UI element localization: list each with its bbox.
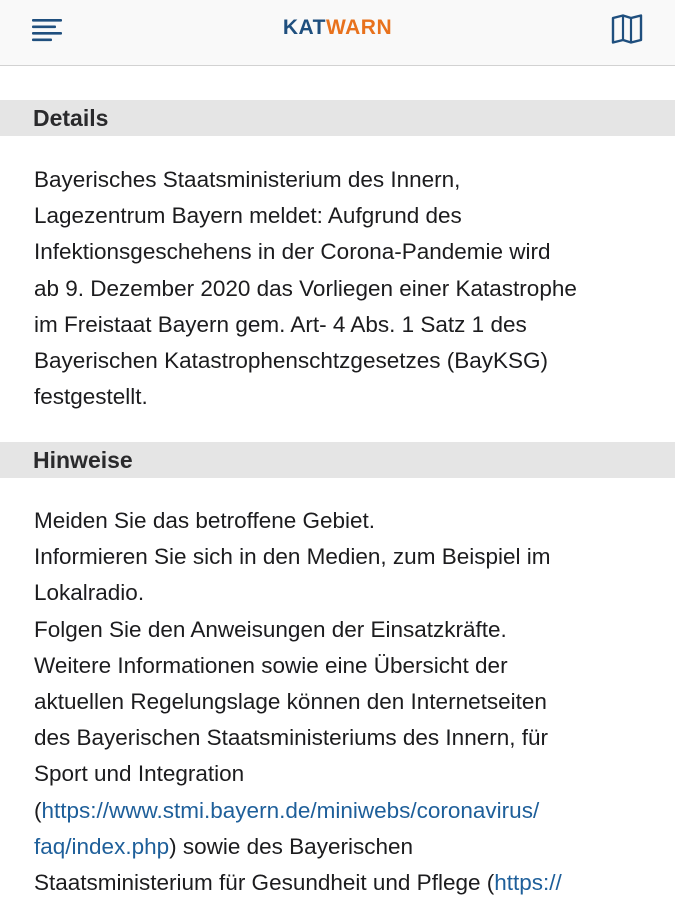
hinweise-line: des Bayerischen Staatsministeriums des Innern, für (34, 725, 548, 751)
app-header (0, 0, 675, 66)
details-heading: Details (33, 105, 109, 131)
hinweise-line: Lokalradio. (34, 580, 145, 606)
paren-open: ( (34, 797, 42, 823)
stmgp-link-start[interactable]: https:// (494, 869, 562, 895)
after-link-text: ) sowie des Bayerischen (169, 833, 413, 859)
details-section-header (0, 100, 675, 136)
details-line: Lagezentrum Bayern meldet: Aufgrund des (34, 203, 462, 229)
hinweise-text (34, 503, 654, 901)
hinweise-link-line (34, 793, 654, 829)
last-line-text: Staatsministerium für Gesundheit und Pflege ( (34, 869, 495, 895)
hinweise-line: Informieren Sie sich in den Medien, zum Beispiel im (34, 544, 551, 570)
hinweise-line: Sport und Integration (34, 761, 245, 787)
katwarn-logo (0, 16, 675, 40)
logo-text-warn: WARN (325, 16, 393, 39)
details-line: im Freistaat Bayern gem. Art- 4 Abs. 1 Satz 1 des (34, 311, 527, 337)
stmi-link-part1[interactable]: https://www.stmi.bayern.de/miniwebs/coronavirus/ (41, 797, 540, 823)
hinweise-line: Meiden Sie das betroffene Gebiet. (34, 508, 376, 533)
details-line: ab 9. Dezember 2020 das Vorliegen einer Katastrophe (34, 275, 577, 301)
book-map-icon[interactable] (610, 14, 644, 44)
hinweise-heading: Hinweise (33, 447, 133, 473)
details-line: Bayerisches Staatsministerium des Innern, (34, 167, 461, 192)
hinweise-link-line (34, 829, 654, 865)
hinweise-line: Weitere Informationen sowie eine Übersicht der (34, 652, 508, 678)
hinweise-line: Folgen Sie den Anweisungen der Einsatzkräfte. (34, 616, 507, 642)
details-line: festgestellt. (34, 384, 148, 410)
stmi-link-part2[interactable]: faq/index.php (34, 833, 170, 859)
hinweise-section-header (0, 442, 675, 478)
details-text (34, 162, 654, 415)
hinweise-line: aktuellen Regelungslage können den Internetseiten (34, 688, 547, 714)
hinweise-last-line (34, 865, 654, 901)
logo-text-kat: KAT (282, 16, 326, 39)
details-line: Infektionsgeschehens in der Corona-Pandemie wird (34, 239, 551, 265)
details-line: Bayerischen Katastrophenschtzgesetzes (BayKSG) (34, 347, 549, 373)
